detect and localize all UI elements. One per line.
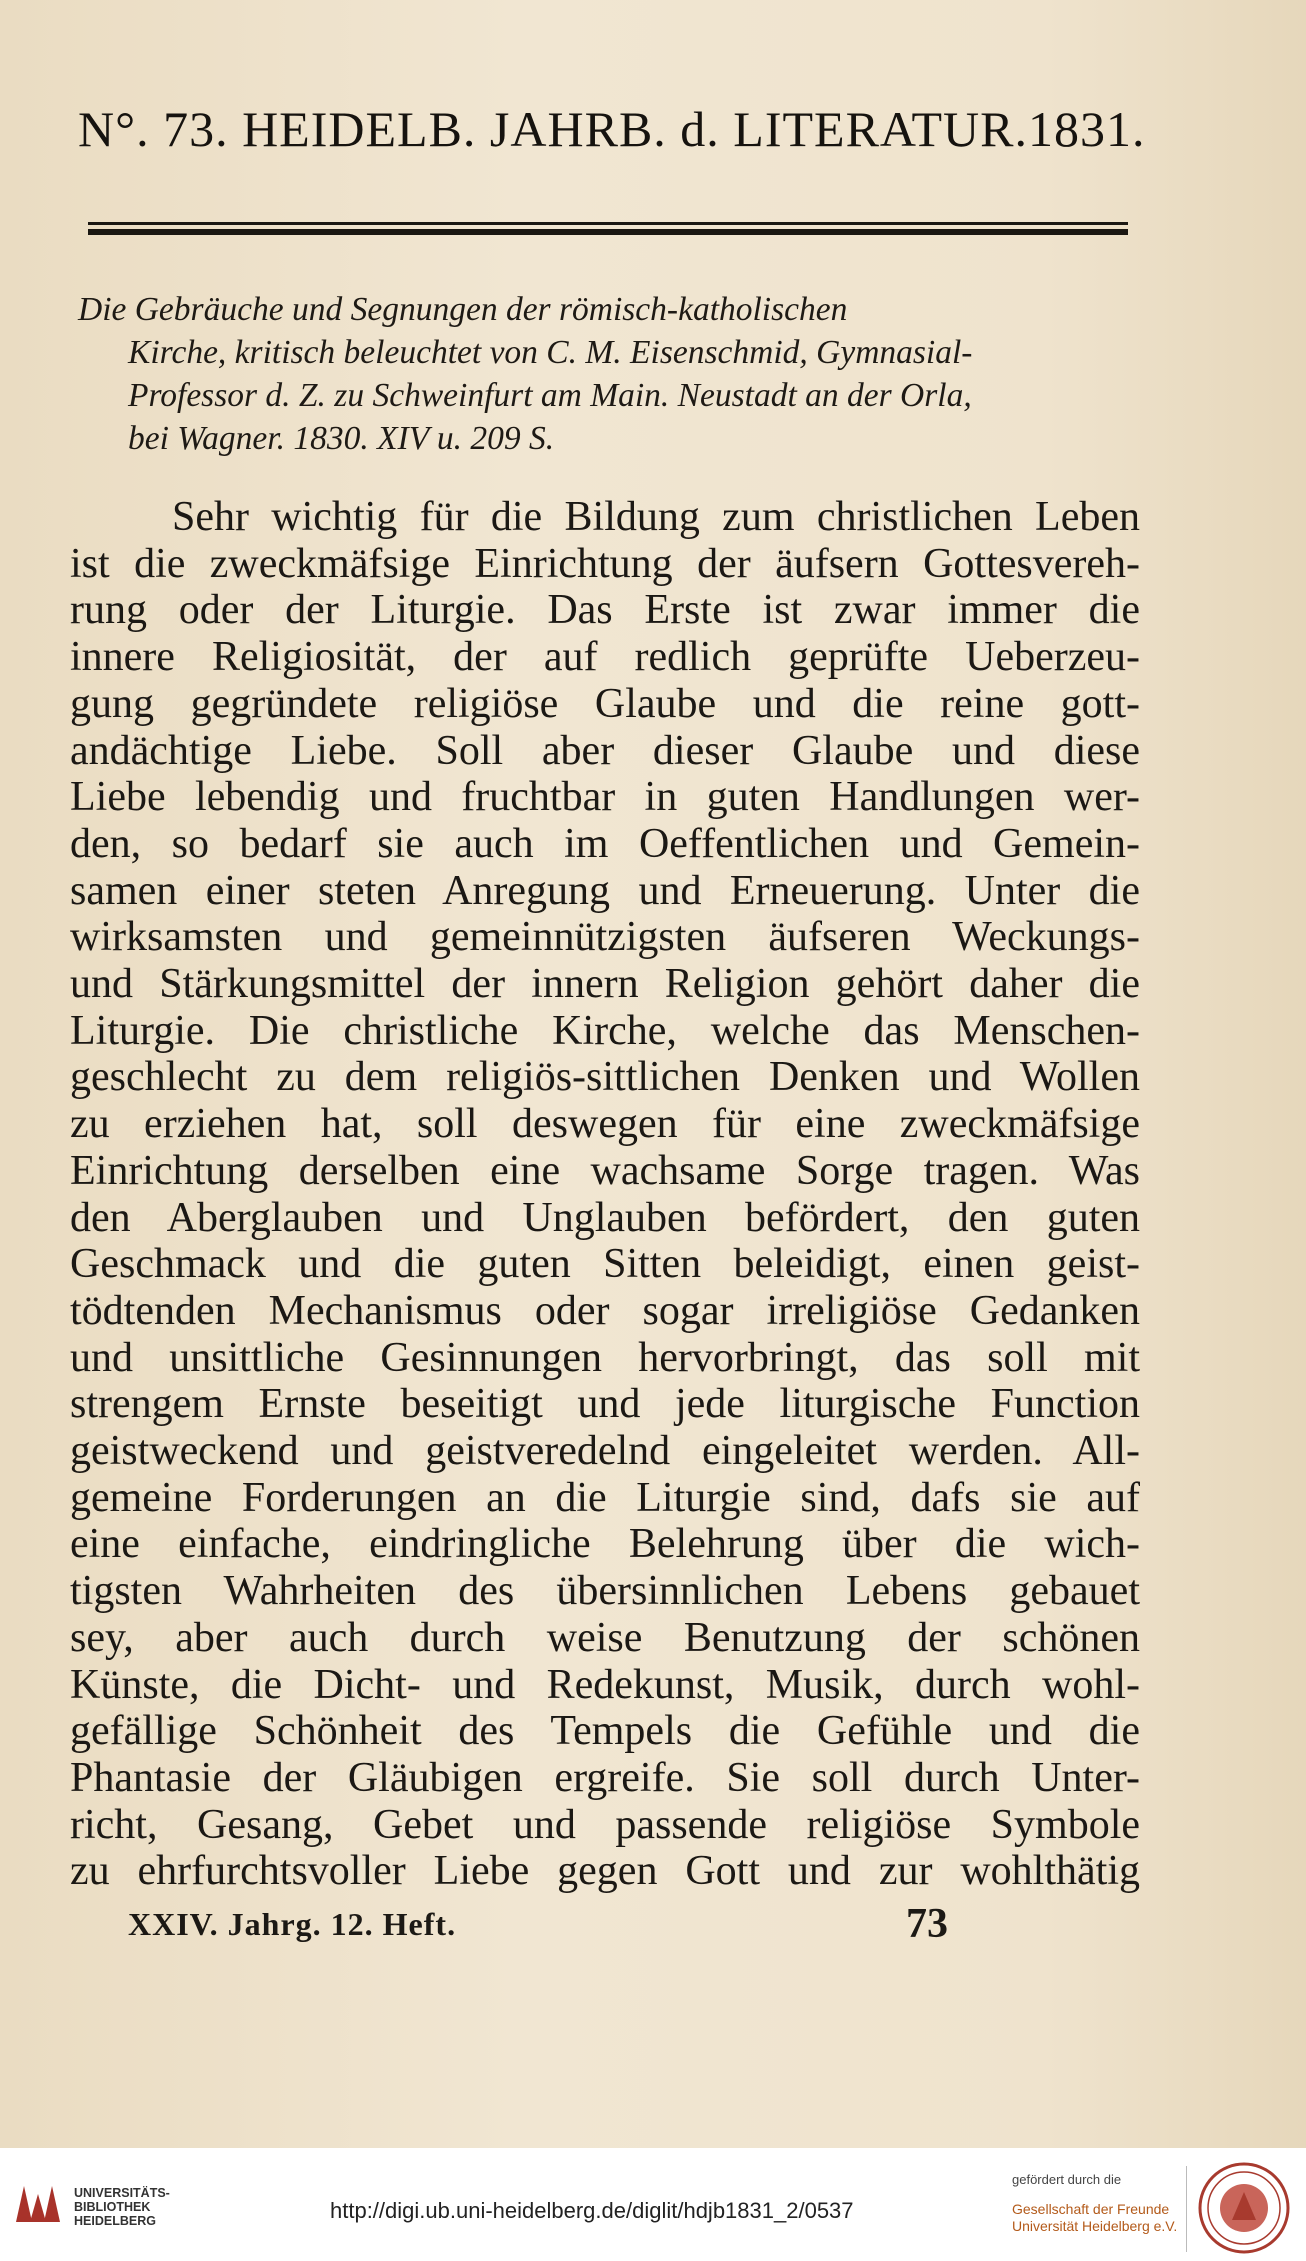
article-body [70, 494, 1140, 1895]
header-rule-thin [88, 222, 1128, 225]
body-line: sey, aber auch durch weise Benutzung der schönen [70, 1614, 1140, 1661]
running-header [78, 100, 1146, 160]
body-line: den Aberglauben und Unglauben befördert, den guten [70, 1194, 1140, 1241]
permalink-url[interactable]: http://digi.ub.uni-heidelberg.de/diglit/hdjb1831_2/0537 [330, 2198, 854, 2223]
body-line: strengem Ernste beseitigt und jede liturgische Function [70, 1381, 1140, 1428]
sponsor-block [1012, 2172, 1182, 2235]
body-line: ist die zweckmäfsige Einrichtung der äufsern Gottesvereh- [70, 540, 1140, 587]
library-name-line: HEIDELBERG [74, 2214, 156, 2228]
body-line: geschlecht zu dem religiös-sittlichen Denken und Wollen [70, 1054, 1140, 1101]
biblio-line: Professor d. Z. zu Schweinfurt am Main. Neustadt an der Orla, [128, 377, 972, 414]
sponsor-label: gefördert durch die [1012, 2172, 1122, 2187]
biblio-line: Die Gebräuche und Segnungen der römisch-katholischen [78, 291, 848, 328]
body-line: gefällige Schönheit des Tempels die Gefühle und die [70, 1708, 1140, 1755]
journal-year: 1831. [1028, 101, 1146, 157]
body-line: Liturgie. Die christliche Kirche, welche das Menschen- [70, 1007, 1140, 1054]
body-line: tigsten Wahrheiten des übersinnlichen Lebens gebauet [70, 1568, 1140, 1615]
body-line: gung gegründete religiöse Glaube und die reine gott- [70, 680, 1140, 727]
body-line: rung oder der Liturgie. Das Erste ist zwar immer die [70, 587, 1140, 634]
body-line: innere Religiosität, der auf redlich geprüfte Ueberzeu- [70, 634, 1140, 681]
body-line: Liebe lebendig und fruchtbar in guten Handlungen wer- [70, 774, 1140, 821]
university-library-logo-icon [10, 2176, 66, 2232]
body-line: Sehr wichtig für die Bildung zum christlichen Leben [172, 494, 1140, 540]
biblio-line: bei Wagner. 1830. XIV u. 209 S. [128, 420, 555, 457]
signature-mark: XXIV. Jahrg. 12. Heft. [128, 1906, 457, 1942]
body-line: zu erziehen hat, soll deswegen für eine zweckmäfsige [70, 1101, 1140, 1148]
header-rule-thick [88, 229, 1128, 235]
body-line: eine einfache, eindringliche Belehrung über die wich- [70, 1521, 1140, 1568]
body-line: Phantasie der Gläubigen ergreife. Sie soll durch Unter- [70, 1754, 1140, 1801]
body-line: wirksamsten und gemeinnützigsten äufseren Weckungs- [70, 914, 1140, 961]
biblio-line: Kirche, kritisch beleuchtet von C. M. Eisenschmid, Gymnasial- [128, 334, 973, 371]
body-line: geistweckend und geistveredelnd eingeleitet werden. All- [70, 1428, 1140, 1475]
body-line: den, so bedarf sie auch im Oeffentlichen und Gemein- [70, 820, 1140, 867]
body-line: Künste, die Dicht- und Redekunst, Musik, durch wohl- [70, 1661, 1140, 1708]
bibliographic-entry [78, 288, 1130, 460]
library-name-line: UNIVERSITÄTS- [74, 2186, 170, 2200]
body-line: tödtenden Mechanismus oder sogar irreligiöse Gedanken [70, 1287, 1140, 1334]
page-number: 73 [906, 1901, 948, 1947]
body-line: gemeine Forderungen an die Liturgie sind, dafs sie auf [70, 1474, 1140, 1521]
body-line: richt, Gesang, Gebet und passende religiöse Symbole [70, 1801, 1140, 1848]
sponsor-org-line: Universität Heidelberg e.V. [1012, 2218, 1178, 2234]
body-line: und unsittliche Gesinnungen hervorbringt, das soll mit [70, 1334, 1140, 1381]
journal-title: HEIDELB. JAHRB. d. LITERATUR. [242, 101, 1028, 157]
issue-number: N°. 73. [78, 101, 229, 157]
footer-divider [1186, 2166, 1187, 2252]
university-seal-icon [1198, 2162, 1290, 2254]
sponsor-org-line: Gesellschaft der Freunde [1012, 2201, 1170, 2217]
library-name-line: BIBLIOTHEK [74, 2200, 151, 2214]
body-line: andächtige Liebe. Soll aber dieser Glaube und diese [70, 727, 1140, 774]
body-line: samen einer steten Anregung und Erneuerung. Unter die [70, 867, 1140, 914]
body-line: Einrichtung derselben eine wachsame Sorge tragen. Was [70, 1147, 1140, 1194]
library-name [74, 2186, 170, 2228]
body-line: Geschmack und die guten Sitten beleidigt, einen geist- [70, 1241, 1140, 1288]
body-line: und Stärkungsmittel der innern Religion gehört daher die [70, 961, 1140, 1008]
body-line: zu ehrfurchtsvoller Liebe gegen Gott und zur wohlthätig [70, 1848, 1140, 1895]
